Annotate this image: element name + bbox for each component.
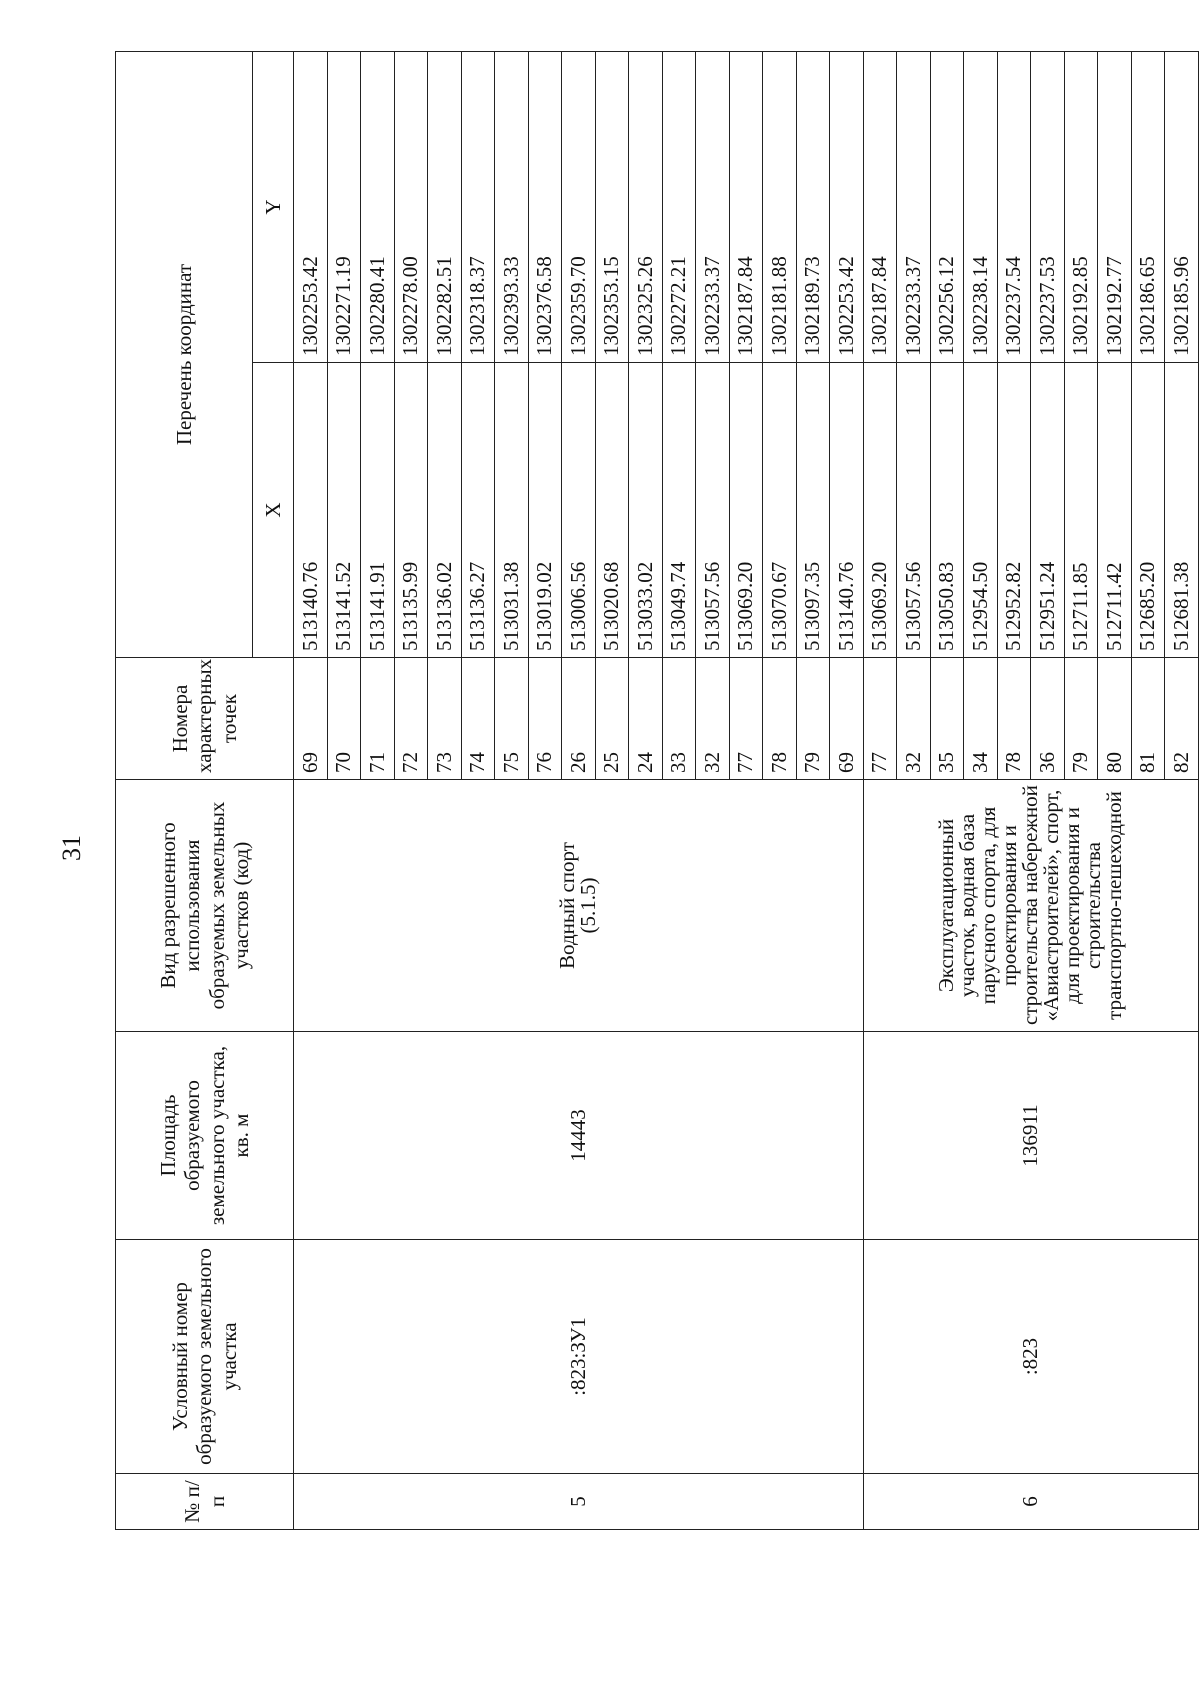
point-number: 73 [428, 658, 462, 780]
point-number: 81 [1131, 658, 1165, 780]
parcel-area: 14443 [294, 1032, 864, 1240]
header-num: № п/п [116, 1474, 294, 1530]
point-number: 79 [1064, 658, 1098, 780]
header-coordinates: Перечень координат [116, 52, 253, 658]
point-number: 24 [629, 658, 663, 780]
coord-x: 513057.56 [696, 363, 730, 658]
permitted-use-line: Водный спорт [555, 842, 580, 969]
coord-y: 1302318.37 [461, 52, 495, 363]
coord-y: 1302359.70 [562, 52, 596, 363]
table-header [116, 52, 294, 1530]
coord-x: 513070.67 [763, 363, 797, 658]
coord-x: 512951.24 [1031, 363, 1065, 658]
point-number: 80 [1098, 658, 1132, 780]
coord-y: 1302271.19 [327, 52, 361, 363]
point-number: 77 [729, 658, 763, 780]
header-y: Y [253, 52, 294, 363]
coord-y: 1302256.12 [930, 52, 964, 363]
point-number: 79 [796, 658, 830, 780]
coord-x: 512711.42 [1098, 363, 1132, 658]
point-number: 82 [1165, 658, 1199, 780]
coord-y: 1302325.26 [629, 52, 663, 363]
coord-x: 513033.02 [629, 363, 663, 658]
table-row [863, 52, 897, 1530]
coord-y: 1302186.65 [1131, 52, 1165, 363]
point-number: 69 [830, 658, 864, 780]
coord-y: 1302280.41 [361, 52, 395, 363]
table-body [294, 52, 1199, 1530]
coord-x: 513141.52 [327, 363, 361, 658]
point-number: 70 [327, 658, 361, 780]
point-number: 33 [662, 658, 696, 780]
coord-x: 513140.76 [294, 363, 328, 658]
point-number: 69 [294, 658, 328, 780]
coord-x: 513050.83 [930, 363, 964, 658]
point-number: 78 [763, 658, 797, 780]
coord-x: 513140.76 [830, 363, 864, 658]
coord-y: 1302192.77 [1098, 52, 1132, 363]
coord-y: 1302187.84 [863, 52, 897, 363]
point-number: 35 [930, 658, 964, 780]
coord-y: 1302185.96 [1165, 52, 1199, 363]
coord-x: 512685.20 [1131, 363, 1165, 658]
point-number: 77 [863, 658, 897, 780]
coord-x: 513136.02 [428, 363, 462, 658]
parcel-permitted-use [294, 780, 864, 1032]
coord-y: 1302393.33 [495, 52, 529, 363]
permitted-use-line: проектирования и [997, 825, 1021, 986]
header-permitted-use: Вид разрешенного использования образуемых земельных участков (код) [116, 780, 294, 1032]
coord-y: 1302278.00 [394, 52, 428, 363]
parcel-area: 136911 [863, 1032, 1198, 1240]
permitted-use-line: (5.1.5) [576, 877, 601, 934]
page-number [57, 811, 86, 885]
point-number: 25 [595, 658, 629, 780]
coord-x: 513020.68 [595, 363, 629, 658]
point-number: 78 [997, 658, 1031, 780]
coord-x: 513097.35 [796, 363, 830, 658]
permitted-use-line: «Авиастроителей», спорт, [1039, 789, 1063, 1022]
permitted-use-line: парусного спорта, для [976, 806, 1000, 1005]
coord-y: 1302181.88 [763, 52, 797, 363]
coord-x: 513057.56 [897, 363, 931, 658]
point-number: 32 [897, 658, 931, 780]
point-number: 72 [394, 658, 428, 780]
coord-y: 1302189.73 [796, 52, 830, 363]
header-area: Площадь образуемого земельного участка, кв. м [116, 1032, 294, 1240]
coord-y: 1302233.37 [696, 52, 730, 363]
coord-x: 513069.20 [863, 363, 897, 658]
coord-y: 1302376.58 [528, 52, 562, 363]
coord-y: 1302187.84 [729, 52, 763, 363]
parcel-num: 6 [863, 1474, 1198, 1530]
coord-x: 513006.56 [562, 363, 596, 658]
coord-x: 513031.38 [495, 363, 529, 658]
coord-x: 512954.50 [964, 363, 998, 658]
coord-y: 1302353.15 [595, 52, 629, 363]
permitted-use-line: участок, водная база [955, 813, 979, 998]
permitted-use-line: Эксплуатационный [934, 818, 958, 993]
coord-y: 1302237.54 [997, 52, 1031, 363]
coord-y: 1302282.51 [428, 52, 462, 363]
point-number: 26 [562, 658, 596, 780]
coord-y: 1302253.42 [830, 52, 864, 363]
parcel-permitted-use [863, 780, 1198, 1032]
coord-y: 1302237.53 [1031, 52, 1065, 363]
permitted-use-line: для проектирования и [1060, 807, 1084, 1004]
coord-x: 512681.38 [1165, 363, 1199, 658]
coord-x: 513136.27 [461, 363, 495, 658]
coord-x: 513049.74 [662, 363, 696, 658]
coord-y: 1302192.85 [1064, 52, 1098, 363]
point-number: 32 [696, 658, 730, 780]
coord-y: 1302253.42 [294, 52, 328, 363]
header-cadastral-number: Условный номер образуемого земельного участка [116, 1240, 294, 1474]
permitted-use-line: строительства [1081, 842, 1105, 970]
coord-x: 513135.99 [394, 363, 428, 658]
coord-y: 1302272.21 [662, 52, 696, 363]
coord-x: 512711.85 [1064, 363, 1098, 658]
parcel-cadastral-number: :823 [863, 1240, 1198, 1474]
coord-x: 513069.20 [729, 363, 763, 658]
table-container [115, 52, 1193, 1530]
parcel-cadastral-number: :823:ЗУ1 [294, 1240, 864, 1474]
coord-x: 512952.82 [997, 363, 1031, 658]
point-number: 74 [461, 658, 495, 780]
point-number: 71 [361, 658, 395, 780]
permitted-use-line: транспортно-пешеходной [1102, 791, 1126, 1020]
point-number: 75 [495, 658, 529, 780]
coord-x: 513141.91 [361, 363, 395, 658]
header-point-numbers: Номера характерных точек [116, 658, 294, 780]
header-x: X [253, 363, 294, 658]
parcel-num: 5 [294, 1474, 864, 1530]
coord-y: 1302238.14 [964, 52, 998, 363]
coord-y: 1302233.37 [897, 52, 931, 363]
coord-x: 513019.02 [528, 363, 562, 658]
point-number: 36 [1031, 658, 1065, 780]
page-number-text: 31 [57, 835, 86, 861]
point-number: 76 [528, 658, 562, 780]
point-number: 34 [964, 658, 998, 780]
permitted-use-line: строительства набережной [1018, 785, 1042, 1025]
table-row [294, 52, 328, 1530]
coordinates-table [115, 51, 1199, 1530]
